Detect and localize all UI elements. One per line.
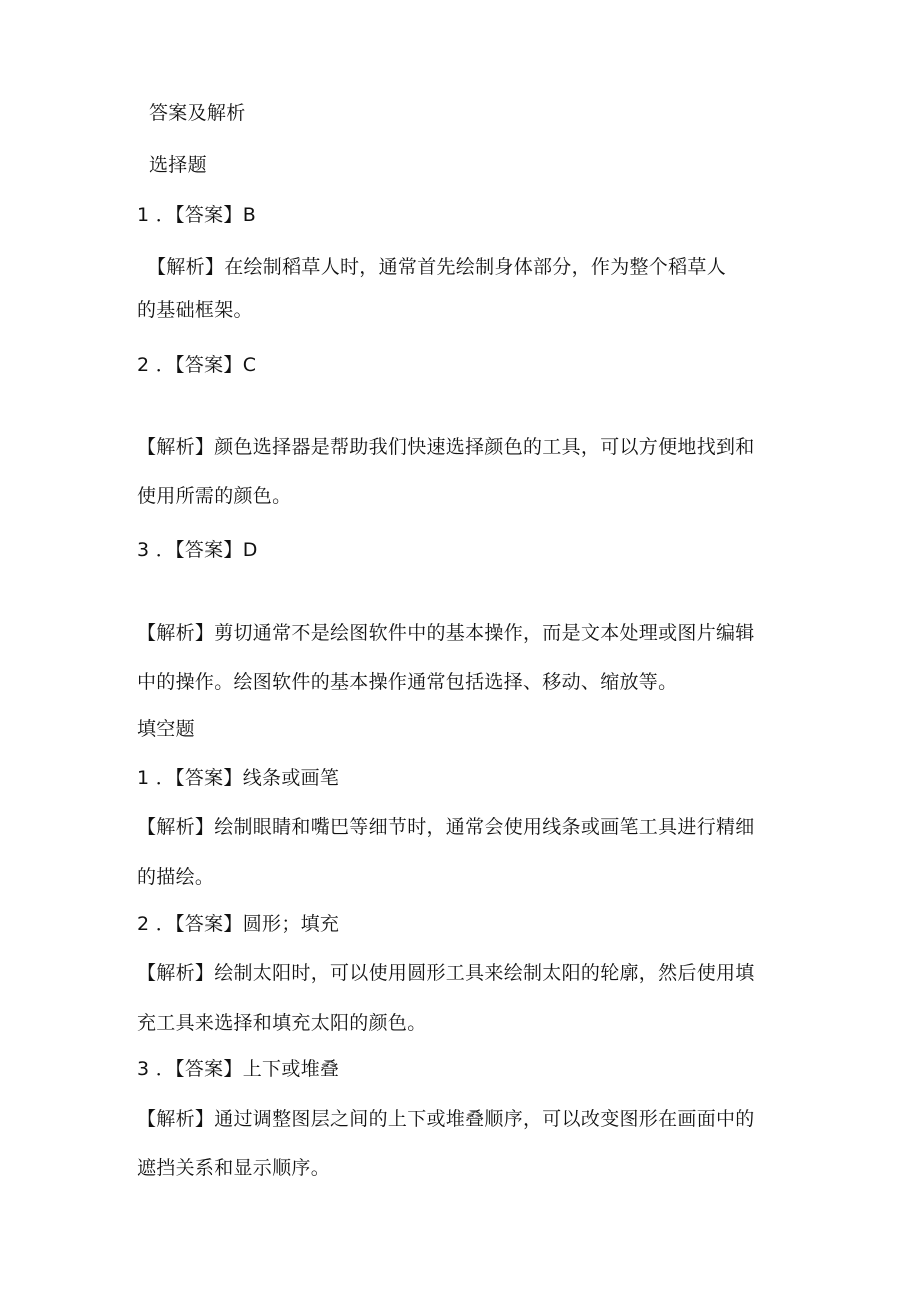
fill-explanation-1-line2: 的描绘。 — [137, 866, 215, 888]
choice-answer-2: 2 ．【答案】C — [137, 354, 257, 376]
choice-explanation-1-line2: 的基础框架。 — [137, 299, 253, 321]
fill-explanation-1-line1: 【解析】绘制眼睛和嘴巴等细节时，通常会使用线条或画笔工具进行精细 — [137, 816, 755, 838]
page-title: 答案及解析 — [149, 102, 246, 124]
fill-explanation-2-line1: 【解析】绘制太阳时，可以使用圆形工具来绘制太阳的轮廓，然后使用填 — [137, 962, 755, 984]
choice-explanation-3-line2: 中的操作。绘图软件的基本操作通常包括选择、移动、缩放等。 — [137, 671, 678, 693]
fill-answer-1: 1 ．【答案】线条或画笔 — [137, 767, 340, 789]
section-title-choice: 选择题 — [149, 154, 207, 176]
fill-explanation-3-line1: 【解析】通过调整图层之间的上下或堆叠顺序，可以改变图形在画面中的 — [137, 1108, 755, 1130]
choice-explanation-3-line1: 【解析】剪切通常不是绘图软件中的基本操作，而是文本处理或图片编辑 — [137, 622, 755, 644]
choice-answer-1: 1 ．【答案】B — [137, 204, 257, 226]
fill-explanation-2-line2: 充工具来选择和填充太阳的颜色。 — [137, 1012, 427, 1034]
fill-answer-3: 3 ．【答案】上下或堆叠 — [137, 1058, 340, 1080]
choice-explanation-2-line2: 使用所需的颜色。 — [137, 485, 292, 507]
fill-answer-2: 2 ．【答案】圆形；填充 — [137, 913, 340, 935]
choice-explanation-1-line1: 【解析】在绘制稻草人时，通常首先绘制身体部分，作为整个稻草人 — [147, 256, 727, 278]
section-title-fill: 填空题 — [137, 718, 195, 740]
fill-explanation-3-line2: 遮挡关系和显示顺序。 — [137, 1157, 331, 1179]
choice-explanation-2-line1: 【解析】颜色选择器是帮助我们快速选择颜色的工具，可以方便地找到和 — [137, 436, 755, 458]
choice-answer-3: 3 ．【答案】D — [137, 539, 258, 561]
